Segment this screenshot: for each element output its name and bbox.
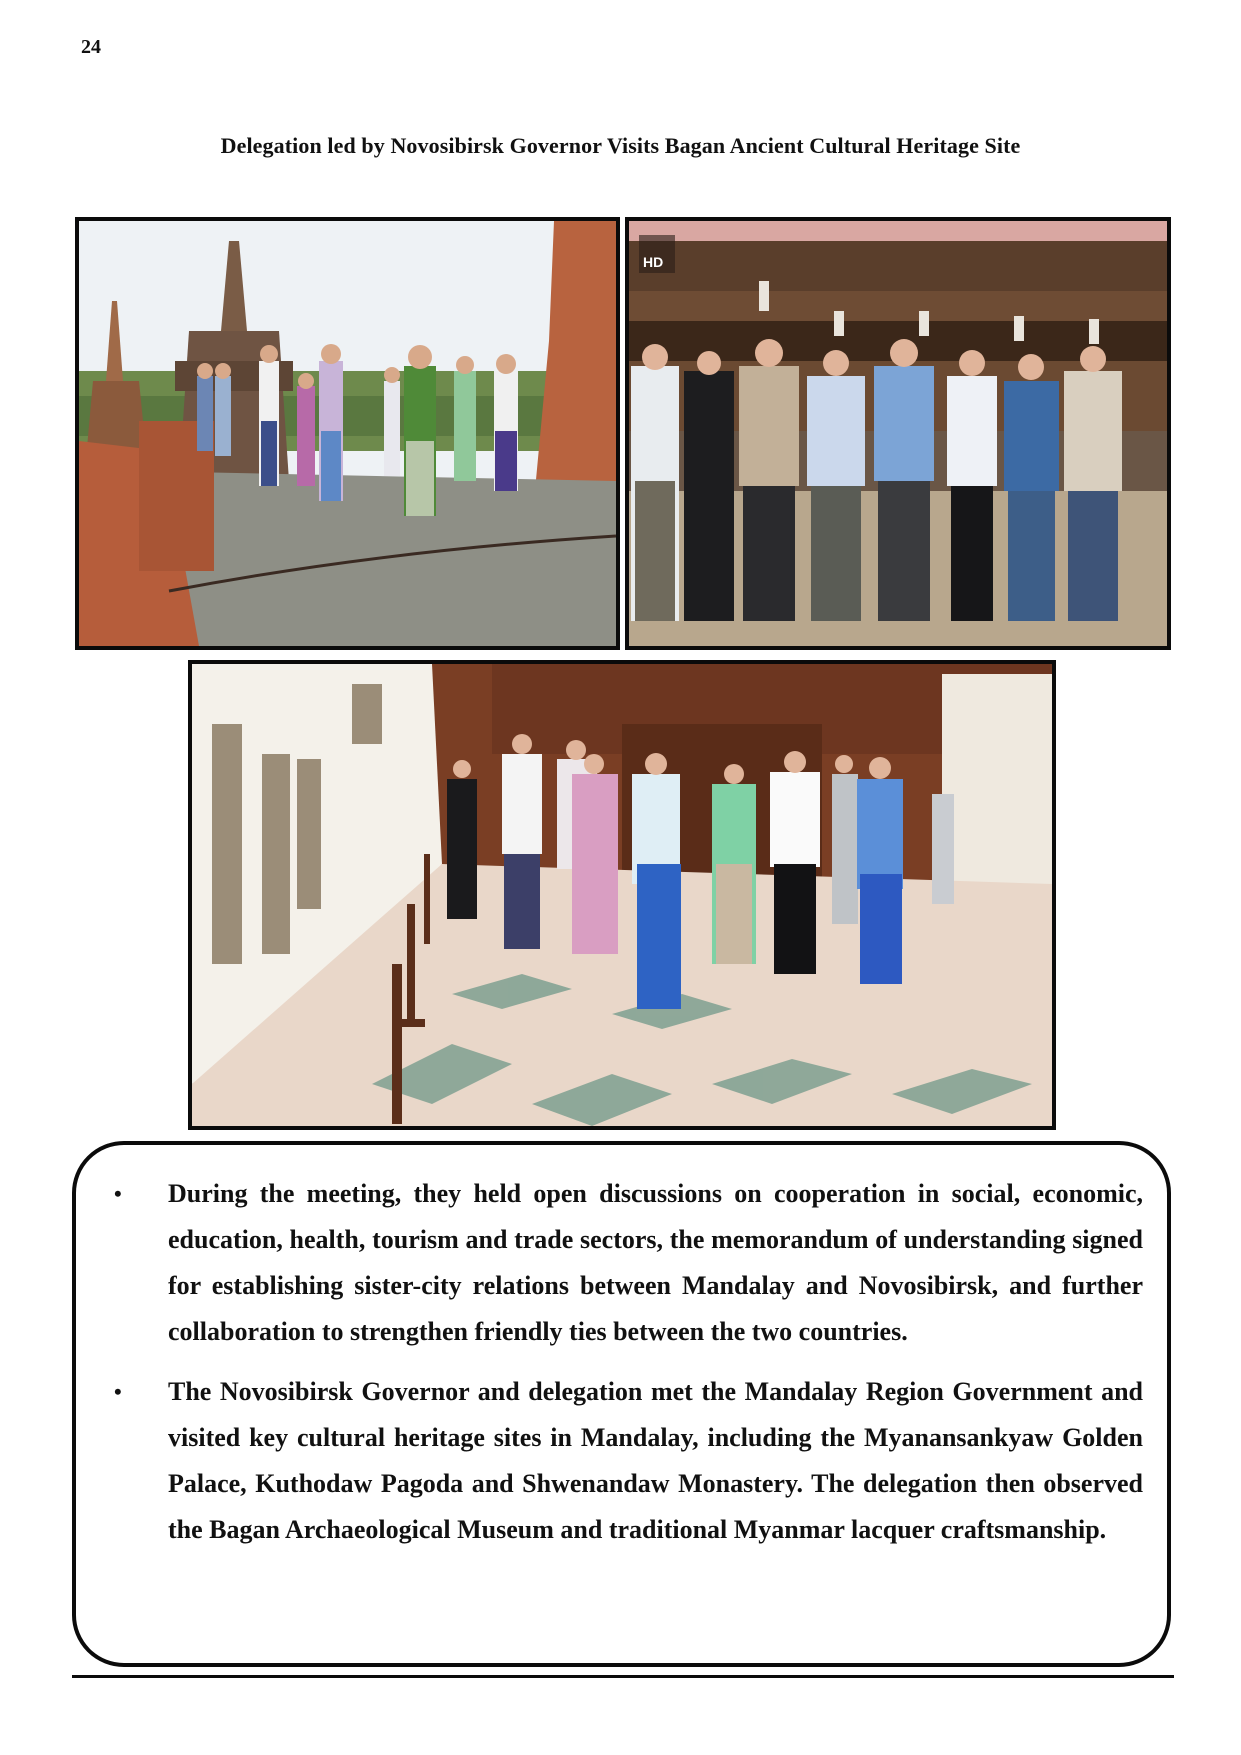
bullet-item <box>104 1369 1143 1553</box>
bullet-list <box>104 1171 1143 1567</box>
photo-temple-terrace <box>75 217 620 650</box>
bullet-text: The Novosibirsk Governor and delegation met the Mandalay Region Government and visited key cultural heritage sites in Mandalay, including the Myanansankyaw Golden Palace, Kuthodaw Pagoda and Shwenandaw Monastery. The delegation then observed the Bagan Archaeological Museum and traditional Myanmar lacquer craftsmanship. <box>168 1377 1143 1544</box>
photo-monastery-group <box>625 217 1171 650</box>
photo-museum-gallery <box>188 660 1056 1130</box>
hd-badge: HD <box>643 254 664 270</box>
page-number: 24 <box>81 36 101 58</box>
bullet-icon: • <box>114 1379 122 1404</box>
museum-gallery-illustration <box>192 664 1052 1126</box>
bullet-text: During the meeting, they held open discussions on cooperation in social, economic, education, health, tourism and trade sectors, the memorandum of understanding signed for establishing sister-city relations between Mandalay and Novosibirsk, and further collaboration to strengthen friendly ties between the two countries. <box>168 1179 1143 1346</box>
summary-box <box>72 1141 1171 1667</box>
footer-rule <box>72 1675 1174 1678</box>
temple-terrace-illustration <box>79 221 616 646</box>
page-title: Delegation led by Novosibirsk Governor Visits Bagan Ancient Cultural Heritage Site <box>220 133 1021 158</box>
monastery-group-illustration <box>629 221 1167 646</box>
bullet-icon: • <box>114 1181 122 1206</box>
bullet-item <box>104 1171 1143 1355</box>
